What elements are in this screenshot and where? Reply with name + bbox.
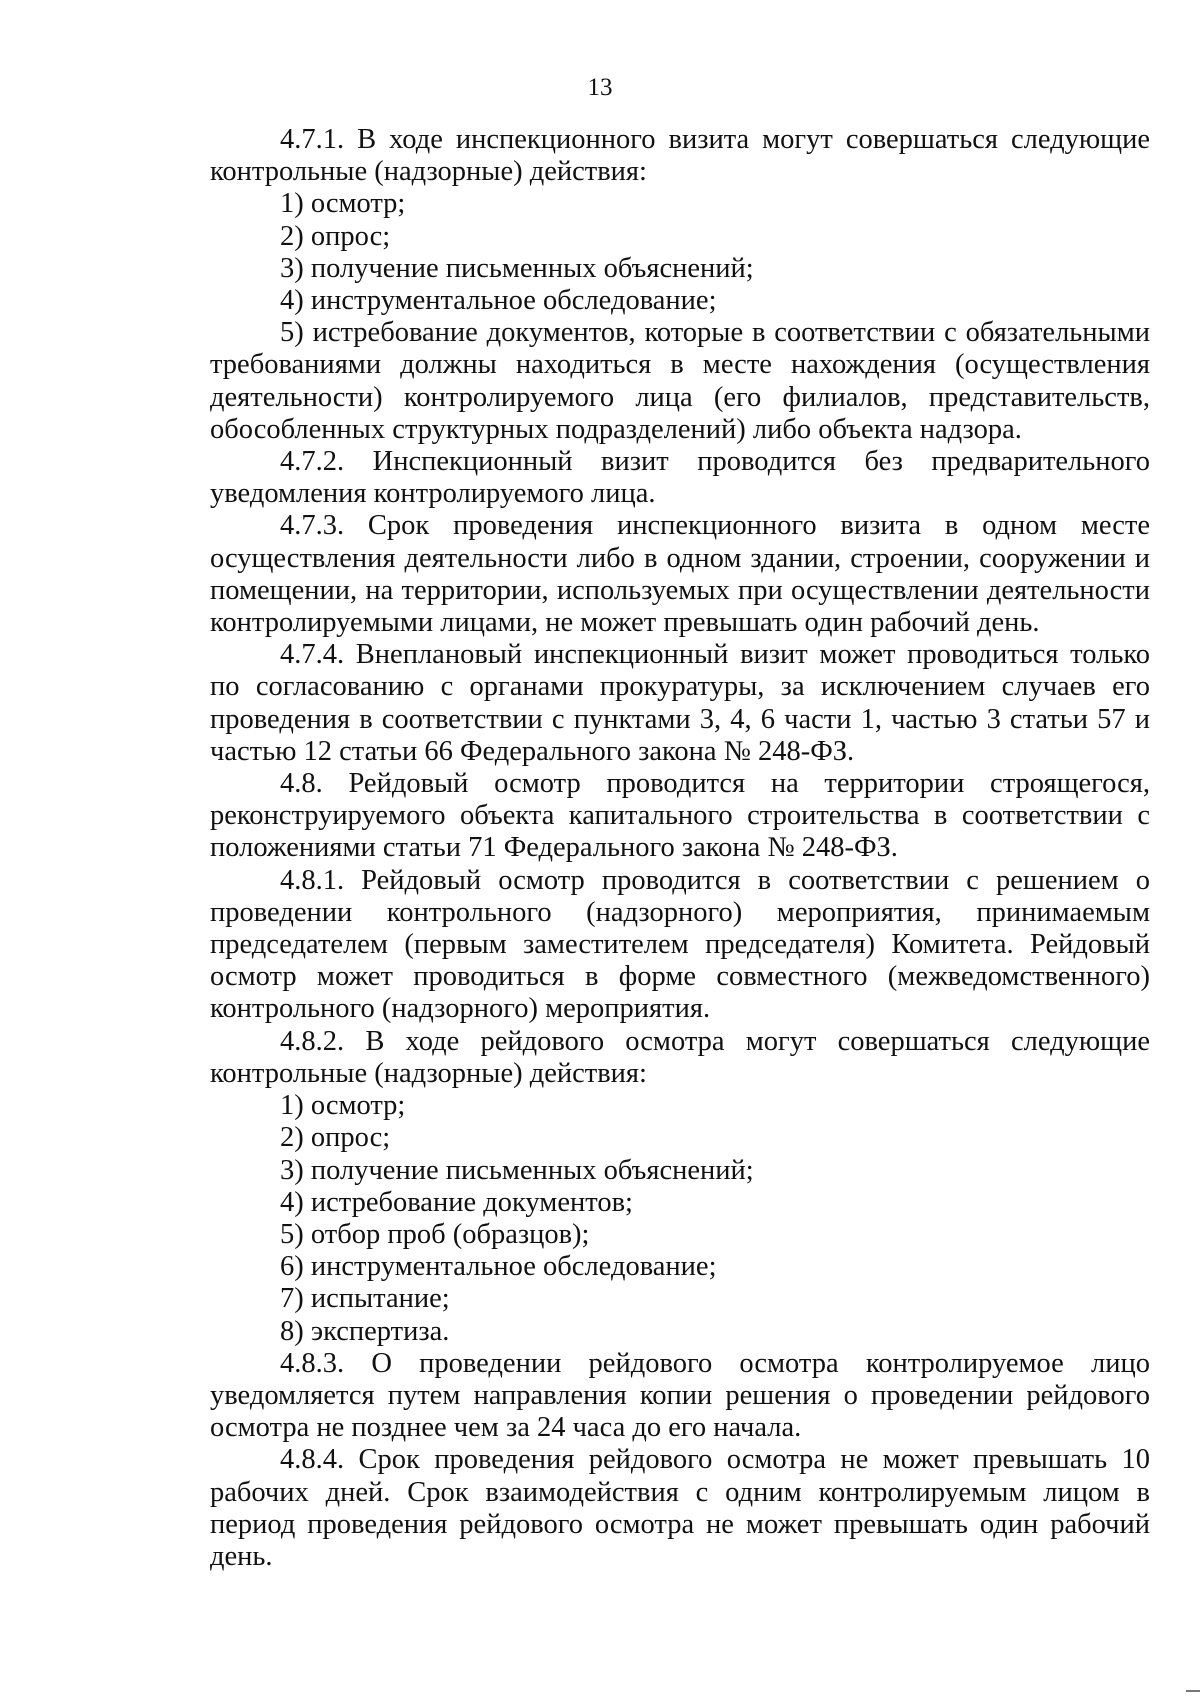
list-item: 2) опрос;	[280, 220, 391, 252]
list-item: 8) экспертиза.	[280, 1315, 450, 1347]
list-item: 4) истребование документов;	[280, 1186, 633, 1218]
list-item: 1) осмотр;	[280, 188, 406, 220]
list-item: 7) испытание;	[280, 1283, 450, 1315]
list-item: 5) истребование документов, которые в соответствии с обязательными требованиями должны находиться в месте нахождения (осуществления деятельности) контролируемого лица (его филиалов, представительств, обособленных структурных подразделений) либо объекта надзора.	[210, 317, 1150, 445]
paragraph-4-7-2: 4.7.2. Инспекционный визит проводится без предварительного уведомления контролируемого лица.	[210, 446, 1150, 510]
paragraph-4-8-3: 4.8.3. О проведении рейдового осмотра контролируемое лицо уведомляется путем направления копии решения о проведении рейдового осмотра не позднее чем за 24 часа до его начала.	[210, 1347, 1150, 1444]
list-item: 5) отбор проб (образцов);	[280, 1218, 590, 1250]
paragraph-4-8: 4.8. Рейдовый осмотр проводится на территории строящегося, реконструируемого объекта капитального строительства в соответствии с положениями статьи 71 Федерального закона № 248-ФЗ.	[210, 768, 1150, 864]
list-item: 6) инструментальное обследование;	[280, 1251, 717, 1283]
paragraph-4-7-1: 4.7.1. В ходе инспекционного визита могут совершаться следующие контрольные (надзорные) действия:	[210, 124, 1150, 188]
list-item: 2) опрос;	[280, 1122, 391, 1154]
paragraph-4-8-4: 4.8.4. Срок проведения рейдового осмотра не может превышать 10 рабочих дней. Срок взаимодействия с одним контролируемым лицом в период проведения рейдового осмотра не может превышать один рабочий день.	[210, 1444, 1150, 1572]
paragraph-4-7-3: 4.7.3. Срок проведения инспекционного визита в одном месте осуществления деятельности либо в одном здании, строении, сооружении и помещении, на территории, используемых при осуществлении деятельности контролируемыми лицами, не может превышать один рабочий день.	[210, 510, 1150, 639]
list-item: 3) получение письменных объяснений;	[280, 1154, 754, 1186]
scan-edge-mark	[1186, 1690, 1200, 1692]
paragraph-4-8-1: 4.8.1. Рейдовый осмотр проводится в соответствии с решением о проведении контрольного (надзорного) мероприятия, принимаемым председателем (первым заместителем председателя) Комитета. Рейдовый осмотр может проводиться в форме совместного (межведомственного) контрольного (надзорного) мероприятия.	[210, 864, 1150, 1025]
list-item: 3) получение письменных объяснений;	[280, 252, 754, 284]
paragraph-4-8-2: 4.8.2. В ходе рейдового осмотра могут совершаться следующие контрольные (надзорные) действия:	[210, 1025, 1150, 1089]
page-number: 13	[587, 74, 613, 101]
paragraph-4-7-4: 4.7.4. Внеплановый инспекционный визит может проводиться только по согласованию с органами прокуратуры, за исключением случаев его проведения в соответствии с пунктами 3, 4, 6 части 1, частью 3 статьи 57 и частью 12 статьи 66 Федерального закона № 248-ФЗ.	[210, 639, 1150, 767]
document-body	[210, 124, 1150, 1573]
list-item: 4) инструментальное обследование;	[280, 285, 717, 317]
list-item: 1) осмотр;	[280, 1090, 406, 1122]
